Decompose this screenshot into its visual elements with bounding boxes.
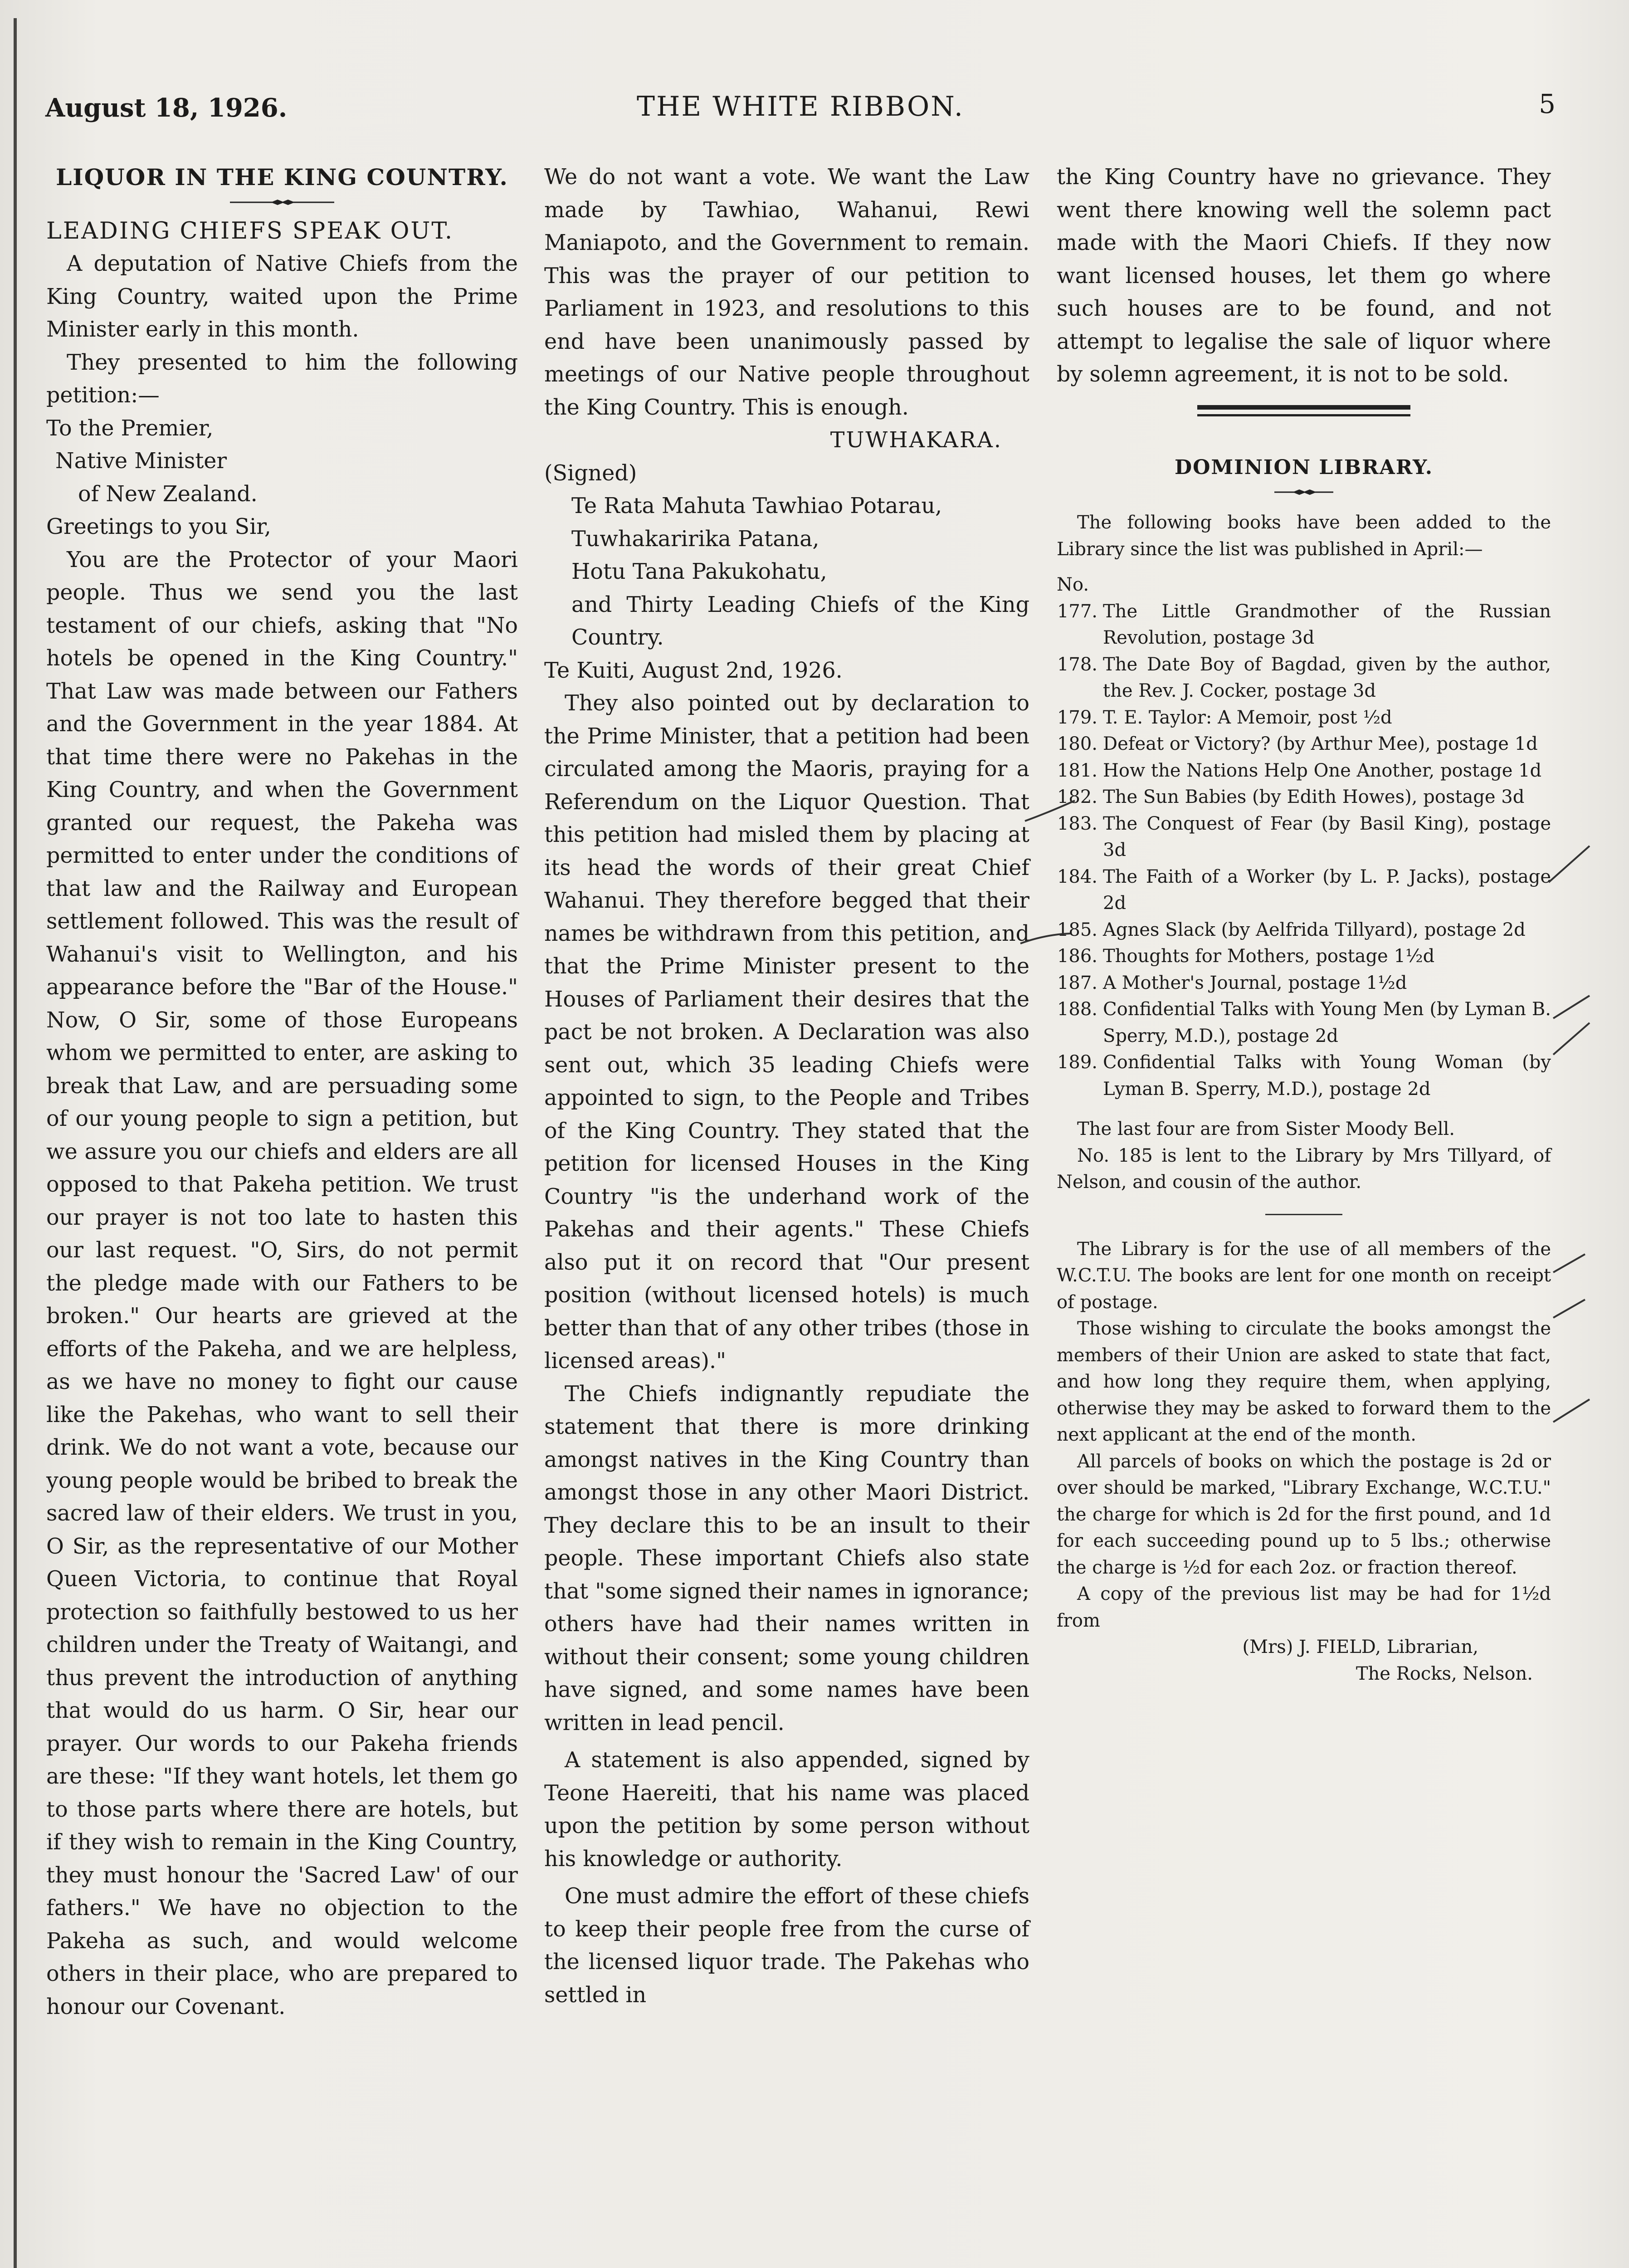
- book-title: The Date Boy of Bagdad, given by the author, the Rev. J. Cocker, postage 3d: [1103, 654, 1551, 701]
- book-number: 188.: [1057, 999, 1097, 1020]
- book-list-item: [1057, 943, 1551, 970]
- paragraph-repudiate: The Chiefs indignantly repudiate the statement that there is more drinking amongst natives in the King Country than amongst those in any other Maori District. They declare this to be an insult to their people. These important Chiefs also state that "some signed their names in ignorance; others have had their names written in without their consent; some young children have signed, and some names have been written in lead pencil.: [544, 1381, 1029, 1735]
- book-number: 182.: [1057, 787, 1097, 807]
- book-number-label: No.: [1057, 574, 1089, 595]
- signoff: TUWHAKARA.: [830, 428, 1002, 453]
- signed-label: (Signed): [544, 460, 637, 486]
- book-number: 181.: [1057, 760, 1097, 781]
- book-title: A Mother's Journal, postage 1½d: [1103, 972, 1407, 993]
- library-rules-4: A copy of the previous list may be had for 1½d from: [1057, 1584, 1551, 1631]
- masthead: THE WHITE RIBBON.: [637, 91, 964, 122]
- library-rules-3: All parcels of books on which the postage is 2d or over should be marked, "Library Exchange, W.C.T.U." the charge for which is 2d for the first pound, and 1d for each succeeding pound up to 5 lbs.; otherwise the charge is ½d for each 2oz. or fraction thereof.: [1057, 1451, 1551, 1578]
- address-line-3: of New Zealand.: [78, 481, 258, 507]
- book-title: The Conquest of Fear (by Basil King), postage 3d: [1103, 813, 1551, 860]
- librarian-address: The Rocks, Nelson.: [1356, 1663, 1533, 1684]
- paragraph-petition-intro: They presented to him the following petition:—: [46, 350, 518, 408]
- note-tillyard: No. 185 is lent to the Library by Mrs Tillyard, of Nelson, and cousin of the author.: [1057, 1145, 1551, 1193]
- book-list-item: [1057, 1049, 1551, 1102]
- article-subtitle: LEADING CHIEFS SPEAK OUT.: [46, 217, 454, 244]
- pencil-tick-mark: [1551, 1252, 1587, 1275]
- address-line-1: To the Premier,: [46, 415, 214, 441]
- book-list-item: [1057, 651, 1551, 704]
- double-rule-divider: [1197, 405, 1410, 420]
- book-number: 180.: [1057, 733, 1097, 754]
- ornament-divider-2: [1249, 489, 1358, 496]
- pencil-tick-mark: [1023, 798, 1077, 826]
- book-list-item: [1057, 996, 1551, 1049]
- signatory-3: Hotu Tana Pakukohatu,: [571, 559, 827, 584]
- book-number: 184.: [1057, 866, 1097, 887]
- book-number: 177.: [1057, 601, 1097, 622]
- book-list-item: [1057, 758, 1551, 784]
- book-list-item: [1057, 811, 1551, 864]
- book-title: The Little Grandmother of the Russian Revolution, postage 3d: [1103, 601, 1551, 648]
- book-title: Agnes Slack (by Aelfrida Tillyard), postage 2d: [1103, 919, 1526, 940]
- book-number: 185.: [1057, 919, 1097, 940]
- book-list-item: [1057, 704, 1551, 731]
- signatory-2: Tuwhakaririka Patana,: [571, 526, 819, 552]
- library-rules-2: Those wishing to circulate the books amongst the members of their Union are asked to state that fact, and how long they require them, when applying, otherwise they may be asked to forward them to the next applicant at the end of the month.: [1057, 1318, 1551, 1445]
- column-2: [544, 161, 1029, 2012]
- binding-edge: [14, 18, 17, 2268]
- pencil-tick-mark: [1551, 1397, 1592, 1424]
- column-3: [1057, 161, 1551, 1687]
- signatory-4: and Thirty Leading Chiefs of the King Country.: [571, 592, 1029, 650]
- book-list: [1057, 598, 1551, 1103]
- issue-date: August 18, 1926.: [45, 93, 288, 123]
- book-title: The Sun Babies (by Edith Howes), postage 3d: [1103, 787, 1525, 807]
- book-list-item: [1057, 917, 1551, 943]
- paragraph-admire-continued: the King Country have no grievance. They went there knowing well the solemn pact made with the Maori Chiefs. If they now want licensed houses, let them go where such houses are to be found, and not attempt to legalise the sale of liquor where by solemn agreement, it is not to be sold.: [1057, 165, 1551, 387]
- column-1: [46, 161, 518, 2024]
- book-title: Defeat or Victory? (by Arthur Mee), postage 1d: [1103, 733, 1538, 754]
- paragraph-petition-body: You are the Protector of your Maori people. Thus we send you the last testament of our chiefs, asking that "No hotels be opened in the King Country." That Law was made between our Fathers and the Government in the year 1884. At that time there were no Pakehas in the King Country, and when the Government granted our request, the Pakeha was permitted to enter under the conditions of that law and the Railway and European settlement followed. This was the result of Wahanui's visit to Wellington, and his appearance before the "Bar of the House." Now, O Sir, some of those Europeans whom we permitted to enter, are asking to break that Law, and are persuading some of our young people to sign a petition, but we assure you our chiefs and elders are all opposed to that Pakeha petition. We trust our prayer is not too late to hasten this our last request. "O, Sirs, do not permit the pledge made with our Fathers to be broken." Our hearts are grieved at the efforts of the Pakeha, and we are helpless, as we have no money to fight our cause like the Pakehas, who want to sell their drink. We do not want a vote, because our young people would be bribed to break the sacred law of their elders. We trust in you, O Sir, as the representative of our Mother Queen Victoria, to continue that Royal protection so faithfully bestowed to us her children under the Treaty of Waitangi, and thus prevent the introduction of anything that would do us harm. O Sir, hear our prayer. Our words to our Pakeha friends are these: "If they want hotels, let them go to those parts where there are hotels, but if they wish to remain in the King Country, they must honour the 'Sacred Law' of our fathers." We have no objection to the Pakeha as such, and would welcome others in their place, who are prepared to honour our Covenant.: [46, 547, 518, 2019]
- book-number: 187.: [1057, 972, 1097, 993]
- ornament-divider: [228, 199, 337, 206]
- book-number: 186.: [1057, 946, 1097, 967]
- book-number: 183.: [1057, 813, 1097, 834]
- book-list-item: [1057, 864, 1551, 917]
- book-title: Thoughts for Mothers, postage 1½d: [1103, 946, 1435, 967]
- article-title-liquor: LIQUOR IN THE KING COUNTRY.: [56, 164, 508, 191]
- book-number: 178.: [1057, 654, 1097, 675]
- article-title-library: DOMINION LIBRARY.: [1174, 455, 1434, 479]
- signatory-1: Te Rata Mahuta Tawhiao Potarau,: [571, 494, 942, 518]
- book-list-item: [1057, 598, 1551, 651]
- place-date: Te Kuiti, August 2nd, 1926.: [544, 658, 843, 683]
- librarian-name: (Mrs) J. FIELD, Librarian,: [1242, 1637, 1478, 1657]
- pencil-tick-mark: [1551, 1297, 1587, 1320]
- greeting: Greetings to you Sir,: [46, 514, 271, 539]
- book-title: Confidential Talks with Young Woman (by Lyman B. Sperry, M.D.), postage 2d: [1103, 1052, 1551, 1100]
- book-list-item: [1057, 970, 1551, 997]
- paragraph-statement: A statement is also appended, signed by Teone Haereiti, that his name was placed upon the petition by some person without his knowledge or authority.: [544, 1748, 1029, 1872]
- pencil-tick-mark: [1546, 844, 1592, 885]
- column-3-continuation: [1057, 161, 1551, 391]
- book-title: How the Nations Help One Another, postage 1d: [1103, 760, 1542, 781]
- library-rules-1: The Library is for the use of all members of the W.C.T.U. The books are lent for one month on receipt of postage.: [1057, 1238, 1551, 1313]
- book-title: T. E. Taylor: A Memoir, post ½d: [1103, 707, 1392, 728]
- paragraph-deputation: A deputation of Native Chiefs from the King Country, waited upon the Prime Minister early in this month.: [46, 251, 518, 342]
- book-title: The Faith of a Worker (by L. P. Jacks), postage 2d: [1103, 866, 1551, 914]
- paragraph-vote: We do not want a vote. We want the Law made by Tawhiao, Wahanui, Rewi Maniapoto, and the Government to remain. This was the prayer of our petition to Parliament in 1923, and resolutions to this end have been unanimously passed by meetings of our Native people throughout the King Country. This is enough.: [544, 165, 1029, 420]
- pencil-tick-mark: [1018, 930, 1073, 948]
- pencil-tick-mark: [1551, 993, 1592, 1021]
- book-list-item: [1057, 784, 1551, 811]
- page-header: [45, 79, 1556, 129]
- address-line-2: Native Minister: [55, 449, 227, 474]
- library-intro: The following books have been added to the Library since the list was published in April:—: [1057, 512, 1551, 560]
- note-sister-bell: The last four are from Sister Moody Bell.: [1077, 1119, 1455, 1139]
- short-rule: [1265, 1214, 1342, 1215]
- pencil-tick-mark: [1551, 1021, 1592, 1057]
- book-list-item: [1057, 731, 1551, 758]
- book-number: 179.: [1057, 707, 1097, 728]
- paragraph-admire: One must admire the effort of these chiefs to keep their people free from the curse of the licensed liquor trade. The Pakehas who settled in: [544, 1884, 1029, 2008]
- book-title: Confidential Talks with Young Men (by Lyman B. Sperry, M.D.), postage 2d: [1103, 999, 1551, 1046]
- paragraph-declaration: They also pointed out by declaration to the Prime Minister, that a petition had been circulated among the Maoris, praying for a Referendum on the Liquor Question. That this petition had misled them by placing at its head the words of their great Chief Wahanui. They therefore begged that their names be withdrawn from this petition, and that the Prime Minister present to the Houses of Parliament their desires that the pact be not broken. A Declaration was also sent out, which 35 leading Chiefs were appointed to sign, to the People and Tribes of the King Country. They stated that the petition for licensed Houses in the King Country "is the underhand work of the Pakehas and their agents." These Chiefs also put it on record that "Our present position (without licensed hotels) is much better than that of any other tribes (those in licensed areas).": [544, 691, 1029, 1374]
- book-number: 189.: [1057, 1052, 1097, 1073]
- page-number: 5: [1539, 88, 1556, 119]
